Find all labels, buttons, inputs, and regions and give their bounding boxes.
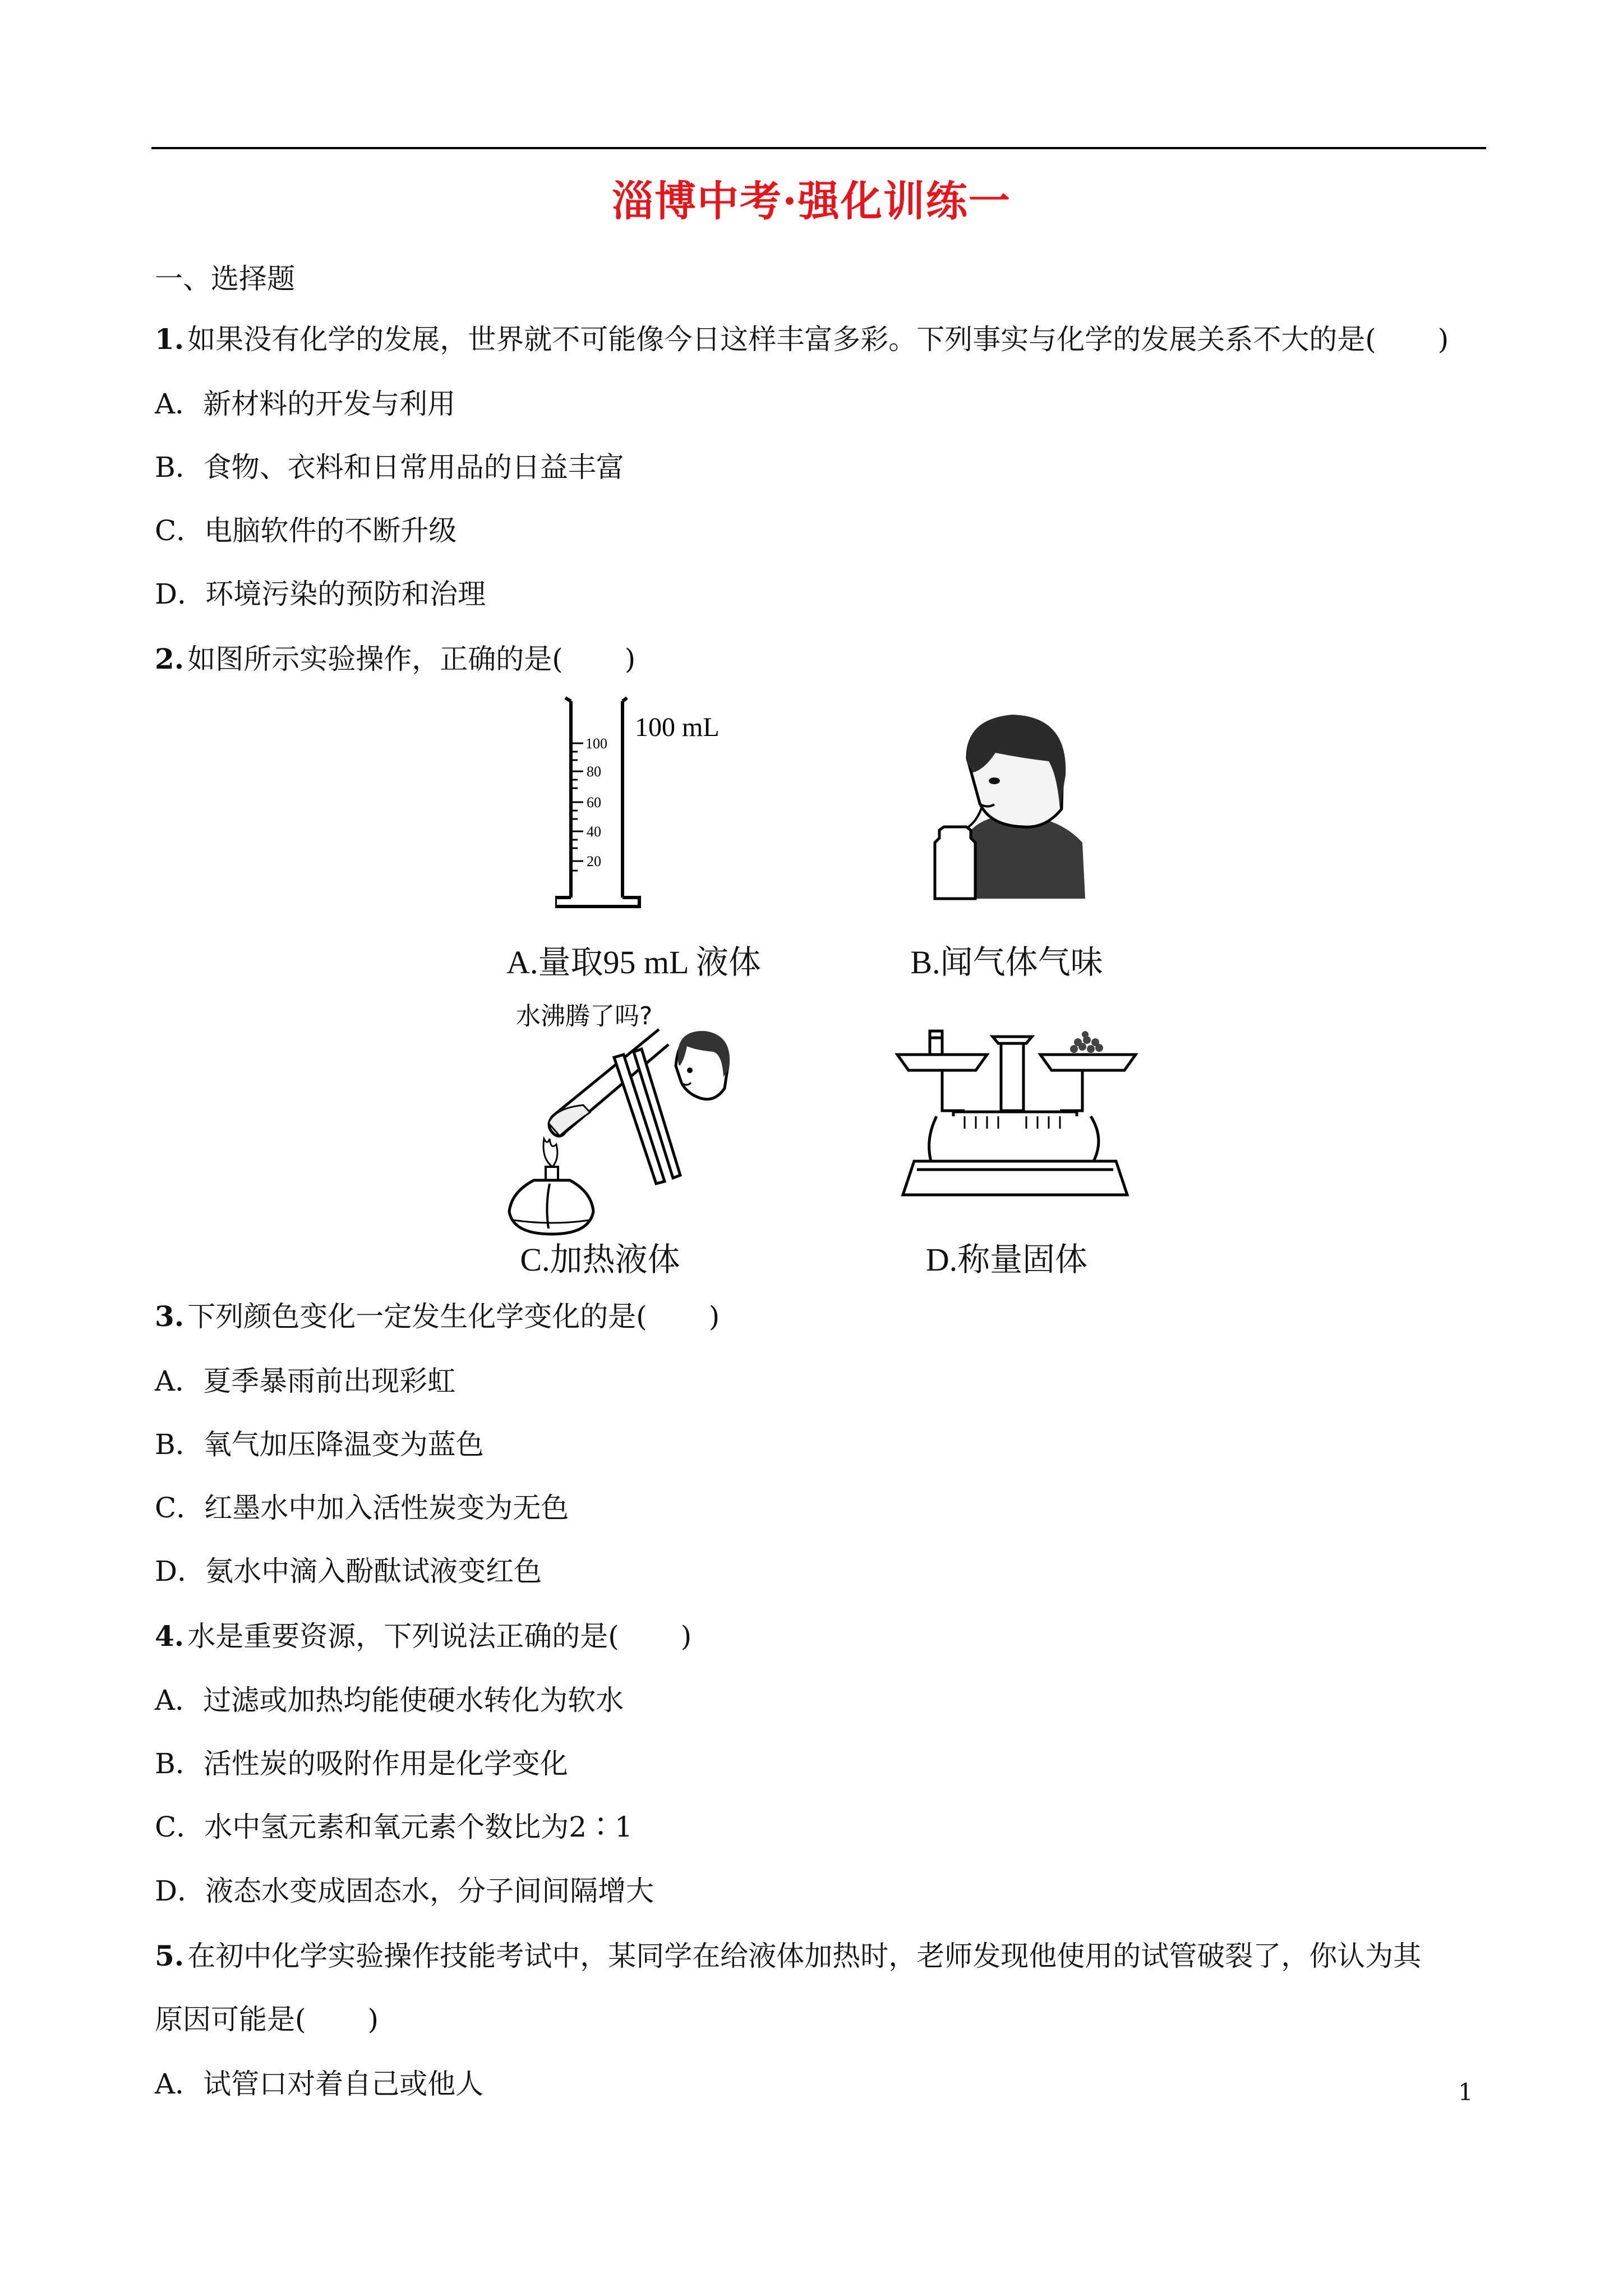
option-a: A．过滤或加热均能使硬水转化为软水 xyxy=(155,1684,624,1717)
page-title: 淄博中考·强化训练一 xyxy=(612,177,1011,226)
tick-label: 60 xyxy=(587,794,601,811)
option-c: C．水中氢元素和氧元素个数比为2∶1 xyxy=(155,1811,633,1843)
option-a: A．夏季暴雨前出现彩虹 xyxy=(155,1365,456,1397)
solid-sample-icon xyxy=(1070,1031,1103,1053)
question-number: 4. xyxy=(155,1619,185,1653)
speech-text: 水沸腾了吗? xyxy=(516,1002,653,1030)
option-a: A．试管口对着自己或他人 xyxy=(155,2068,484,2100)
option-d: D．液态水变成固态水，分子间间隔增大 xyxy=(155,1875,654,1907)
question-3 xyxy=(155,1297,720,1336)
smelling-gas-figure xyxy=(928,708,1096,904)
question-number: 5. xyxy=(155,1939,185,1972)
option-c: C．电脑软件的不断升级 xyxy=(155,514,457,547)
question-stem: 下列颜色变化一定发生化学变化的是( xyxy=(187,1300,647,1333)
question-number: 2. xyxy=(155,642,185,675)
answer-paren-close: ) xyxy=(708,1300,720,1333)
heating-liquid-figure xyxy=(494,999,785,1245)
question-1 xyxy=(155,320,1449,359)
caption-c: C.加热液体 xyxy=(520,1241,680,1278)
option-b: B．氧气加压降温变为蓝色 xyxy=(155,1428,484,1461)
tick-label: 100 xyxy=(585,735,607,752)
caption-d: D.称量固体 xyxy=(925,1241,1088,1278)
answer-paren-close: ) xyxy=(624,643,636,675)
option-c: C．红墨水中加入活性炭变为无色 xyxy=(155,1492,569,1524)
option-b: B．活性炭的吸附作用是化学变化 xyxy=(155,1747,568,1780)
question-stem: 如果没有化学的发展，世界就不可能像今日这样丰富多彩。下列事实与化学的发展关系不大的是( xyxy=(187,323,1376,356)
balance-scale-icon xyxy=(897,1031,1136,1195)
question-stem: 如图所示实验操作，正确的是( xyxy=(187,643,563,675)
tick-label: 20 xyxy=(587,853,601,869)
question-stem: 在初中化学实验操作技能考试中，某同学在给液体加热时，老师发现他使用的试管破裂了，你认为其 xyxy=(187,1940,1422,1972)
balance-scale-figure xyxy=(892,1027,1144,1223)
answer-paren-close: ) xyxy=(1437,323,1449,356)
question-stem: 原因可能是( xyxy=(155,2003,306,2036)
question-2 xyxy=(155,639,635,679)
gas-bottle-icon xyxy=(935,827,975,899)
alcohol-lamp-icon xyxy=(509,1139,593,1234)
test-tube-holder-icon xyxy=(614,1049,680,1184)
caption-a: A.量取95 mL 液体 xyxy=(506,944,761,981)
option-a: A．新材料的开发与利用 xyxy=(155,388,456,420)
question-stem: 水是重要资源，下列说法正确的是( xyxy=(187,1620,619,1653)
tick-label: 40 xyxy=(587,823,601,840)
header-rule xyxy=(151,147,1486,149)
option-b: B．食物、衣料和日常用品的日益丰富 xyxy=(155,451,624,484)
page-number: 1 xyxy=(1458,2078,1473,2106)
option-d: D．氨水中滴入酚酞试液变红色 xyxy=(155,1555,542,1588)
tick-label: 80 xyxy=(587,763,601,780)
section-heading: 一、选择题 xyxy=(155,263,295,295)
question-number: 1. xyxy=(155,323,185,356)
question-4 xyxy=(155,1617,691,1656)
answer-paren-close: ) xyxy=(367,2003,379,2036)
answer-paren-close: ) xyxy=(680,1620,692,1653)
option-d: D．环境污染的预防和治理 xyxy=(155,578,486,610)
caption-b: B.闻气体气味 xyxy=(910,944,1103,981)
capacity-label: 100 mL xyxy=(635,712,720,742)
question-5 xyxy=(155,1936,1421,1976)
graduated-cylinder-figure xyxy=(555,696,757,914)
question-number: 3. xyxy=(155,1300,185,1333)
question-5-continued xyxy=(155,2000,379,2039)
